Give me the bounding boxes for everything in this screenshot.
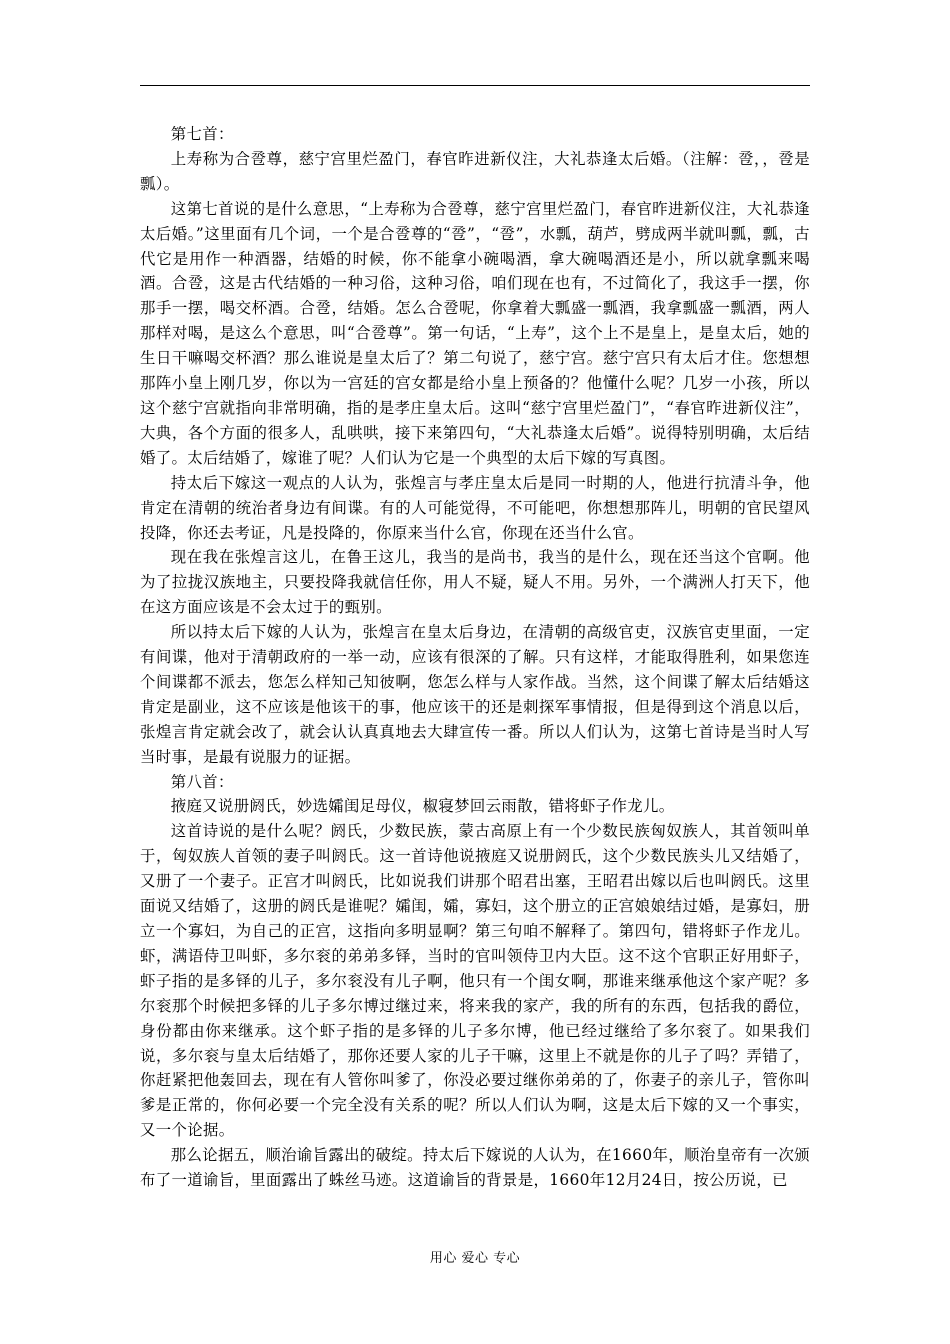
page-footer: 用心 爱心 专心 bbox=[429, 1251, 521, 1266]
heading-poem-seven: 第七首： bbox=[170, 125, 234, 143]
paragraph: 所以持太后下嫁的人认为，张煌言在皇太后身边，在清朝的高级官吏，汉族官吏里面，一定有间谍，他对于清朝政府的一举一动，应该有很深的了解。只有这样，才能取得胜利，如果您连个间谍都不派去，您怎么样知己知彼啊，您怎么样与人家作战。当然，这个间谍了解太后结婚这肯定是副业，这不应该是他该干的事，他应该干的还是刺探军事情报，但是得到这个消息以后，张煌言肯定就会改了，就会认认真真地去大肆宣传一番。所以人们认为，这第七首诗是当时人写当时事，是最有说服力的证据。 bbox=[140, 623, 810, 766]
paragraph: 这第七首说的是什么意思，“上寿称为合卺尊，慈宁宫里烂盈门，春官昨进新仪注，大礼恭逢太后婚。”这里面有几个词，一个是合卺尊的“卺”，“卺”，水瓢，葫芦，劈成两半就叫瓢，瓢，古代它是用作一种酒器，结婚的时候，你不能拿小碗喝酒，拿大碗喝酒还是小，所以就拿瓢来喝酒。合卺，这是古代结婚的一种习俗，这种习俗，咱们现在也有，不过简化了，我这手一摆，你那手一摆，喝交杯酒。合卺，结婚。怎么合卺呢，你拿着大瓢盛一瓢酒，我拿瓢盛一瓢酒，两人那样对喝，是这么个意思，叫“合卺尊”。第一句话，“上寿”，这个上不是皇上，是皇太后，她的生日干嘛喝交杯酒？那么谁说是皇太后了？第二句说了，慈宁宫。慈宁宫只有太后才住。您想想那阵小皇上刚几岁，你以为一宫廷的宫女都是给小皇上预备的？他懂什么呢？几岁一小孩，所以这个慈宁宫就指向非常明确，指的是孝庄皇太后。这叫“慈宁宫里烂盈门”，“春官昨进新仪注”，大典，各个方面的很多人，乱哄哄，接下来第四句，“大礼恭逢太后婚”。说得特别明确，太后结婚了。太后结婚了，嫁谁了呢？人们认为它是一个典型的太后下嫁的写真图。 bbox=[140, 199, 810, 467]
poem-seven-text: 上寿称为合卺尊，慈宁宫里烂盈门，春官昨进新仪注，大礼恭逢太后婚。（注解：卺，，卺是瓢）。 bbox=[140, 149, 810, 193]
paragraph: 那么论据五，顺治谕旨露出的破绽。持太后下嫁说的人认为，在1660年，顺治皇帝有一次颁布了一道谕旨，里面露出了蛛丝马迹。这道谕旨的背景是，1660年12月24日，按公历说，已 bbox=[140, 1146, 810, 1190]
paragraph: 持太后下嫁这一观点的人认为，张煌言与孝庄皇太后是同一时期的人，他进行抗清斗争，他肯定在清朝的统治者身边有间谍。有的人可能觉得，不可能吧，你想想那阵儿，明朝的官民望风投降，你还去考证，凡是投降的，你原来当什么官，你现在还当什么官。 bbox=[140, 473, 810, 542]
paragraph: 这首诗说的是什么呢？阏氏，少数民族，蒙古高原上有一个少数民族匈奴族人，其首领叫单于，匈奴族人首领的妻子叫阏氏。这一首诗他说掖庭又说册阏氏，这个少数民族头儿又结婚了，又册了一个妻子。正宫才叫阏氏，比如说我们讲那个昭君出塞，王昭君出嫁以后也叫阏氏。这里面说又结婚了，这册的阏氏是谁呢？孀闺，孀，寡妇，这个册立的正宫娘娘结过婚，是寡妇，册立一个寡妇，为自己的正宫，这指向多明显啊？第三句咱不解释了。第四句，错将虾子作龙儿。虾，满语侍卫叫虾，多尔衮的弟弟多铎，当时的官叫领侍卫内大臣。这不这个官职正好用虾子，虾子指的是多铎的儿子，多尔衮没有儿子啊，他只有一个闺女啊，那谁来继承他这个家产呢？多尔衮那个时候把多铎的儿子多尔博过继过来，将来我的家产，我的所有的东西，包括我的爵位，身份都由你来继承。这个虾子指的是多铎的儿子多尔博，他已经过继给了多尔衮了。如果我们说，多尔衮与皇太后结婚了，那你还要人家的儿子干嘛，这里上不就是你的儿子了吗？弄错了，你赶紧把他轰回去，现在有人管你叫爹了，你没必要过继你弟弟的了，你妻子的亲儿子，管你叫爹是正常的，你何必要一个完全没有关系的呢？所以人们认为啊，这是太后下嫁的又一个事实，又一个论据。 bbox=[140, 822, 810, 1140]
poem-eight-text: 掖庭又说册阏氏，妙选孀闺足母仪，椒寝梦回云雨散，错将虾子作龙儿。 bbox=[170, 797, 675, 816]
header-rule bbox=[140, 85, 810, 86]
document-body bbox=[140, 122, 810, 1193]
heading-poem-eight: 第八首： bbox=[170, 772, 234, 791]
paragraph: 现在我在张煌言这儿，在鲁王这儿，我当的是尚书，我当的是什么，现在还当这个官啊。他为了拉拢汉族地主，只要投降我就信任你，用人不疑，疑人不用。另外，一个满洲人打天下，他在这方面应该是不会太过于的甄别。 bbox=[140, 548, 810, 617]
